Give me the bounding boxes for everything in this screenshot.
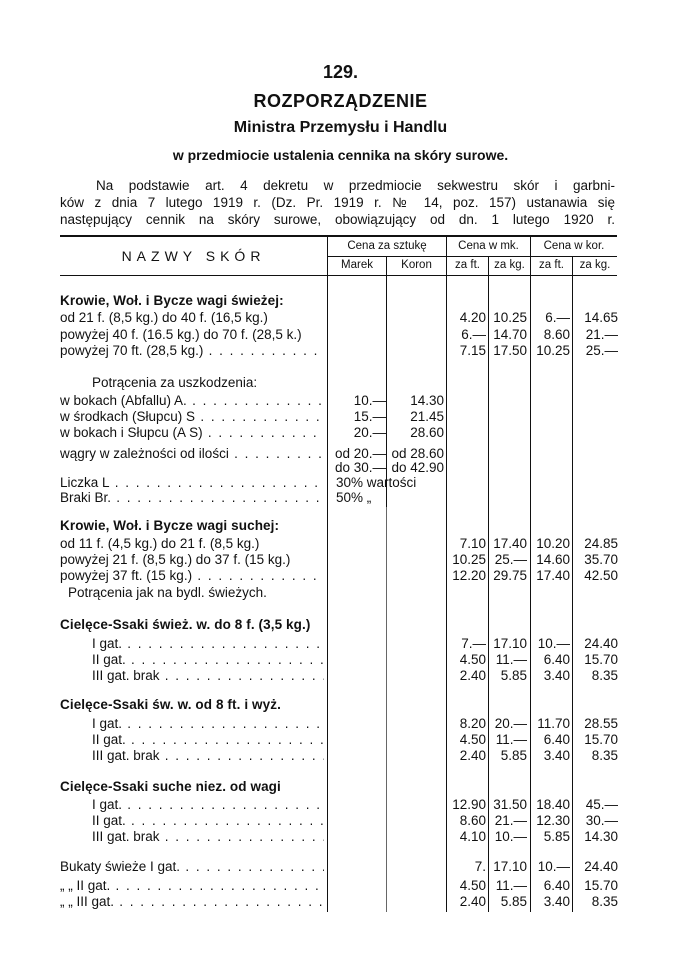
row-label: „ „ II gat. . . . (60, 878, 324, 893)
price-cell (388, 732, 444, 747)
table-row (0, 748, 681, 763)
price-cell: 35.70 (584, 552, 618, 567)
table-row (0, 343, 681, 358)
price-cell (490, 409, 527, 424)
price-cell: 7. (474, 859, 486, 874)
marek-header: Marek (341, 259, 373, 271)
price-mk-header: Cena w mk. (458, 240, 519, 252)
row-label: II gat. . . . (92, 732, 324, 747)
price-cell: 14.70 (493, 327, 527, 342)
price-cell: 8.60 (459, 813, 486, 828)
section-heading-row (0, 779, 681, 794)
price-cell: 24.85 (584, 536, 618, 551)
price-cell (388, 636, 444, 651)
price-cell (388, 716, 444, 731)
price-cell: 3.40 (543, 748, 570, 763)
price-cell: 2.40 (459, 894, 486, 909)
price-cell: 5.85 (500, 894, 527, 909)
price-cell: 11.— (495, 878, 527, 893)
price-cell: 10.— (353, 393, 386, 408)
price-cell (330, 552, 386, 567)
price-cell: 24.40 (584, 636, 618, 651)
regulation-number: 129. (322, 62, 359, 82)
table-row (0, 668, 681, 683)
price-cell (490, 446, 527, 461)
price-cell (388, 327, 444, 342)
section-heading-row (0, 293, 681, 308)
price-cell: 4.50 (459, 732, 486, 747)
price-cell: 8.35 (591, 668, 618, 683)
table-row (0, 894, 681, 909)
price-cell (574, 460, 618, 475)
table-row (0, 797, 681, 812)
price-cell: 14.30 (584, 829, 618, 844)
price-cell: 17.10 (493, 859, 527, 874)
names-column-header: NAZWY SKÓR (121, 248, 266, 264)
price-cell (448, 460, 486, 475)
price-cell: 6.40 (543, 652, 570, 667)
price-cell: 7.10 (459, 536, 486, 551)
section-heading-row (0, 697, 681, 712)
table-row (0, 475, 681, 490)
price-cell: 3.40 (543, 894, 570, 909)
row-label: Bukaty świeże I gat. . . . (60, 859, 324, 874)
intro-line-3: następujący cennik na skóry surowe, obowiązujący od dn. 1 lutego 1920 r. (60, 212, 615, 227)
table-row (0, 585, 681, 600)
price-cell: 14.60 (536, 552, 570, 567)
row-label: w środkach (Słupcu) S . . . (60, 409, 324, 424)
price-cell: 4.20 (459, 310, 486, 325)
price-cell: 8.35 (591, 894, 618, 909)
price-cell (330, 716, 386, 731)
price-cell: 10.— (537, 859, 570, 874)
price-cell (330, 797, 386, 812)
price-cell: 25.— (585, 343, 618, 358)
price-cell (330, 829, 386, 844)
price-cell: 7.15 (459, 343, 486, 358)
row-label: „ „ III gat. . . . (60, 894, 324, 909)
price-cell: 31.50 (493, 797, 527, 812)
price-cell (330, 536, 386, 551)
price-cell (388, 668, 444, 683)
row-label: I gat. . . . (92, 716, 324, 731)
row-label: Potrącenia jak na bydl. świeżych. (68, 585, 267, 600)
row-label: w bokach (Abfallu) A. . . . (60, 393, 324, 408)
price-cell: do 30.— (334, 460, 386, 475)
row-label: wągry w zależności od ilości . . . (60, 446, 324, 461)
row-label: III gat. brak . . . (92, 829, 324, 844)
price-cell (574, 446, 618, 461)
price-cell (388, 652, 444, 667)
price-cell: 11.— (495, 732, 527, 747)
price-cell (388, 859, 444, 874)
per-ft-header: za ft. (539, 259, 564, 271)
row-label: II gat. . . . (92, 813, 324, 828)
price-cell: 6.— (545, 310, 570, 325)
price-cell: od 20.— (334, 446, 386, 461)
table-row (0, 829, 681, 844)
row-label: Braki Br. . . . (60, 490, 324, 505)
price-cell (448, 425, 486, 440)
price-cell: 42.50 (584, 568, 618, 583)
intro-line-2: ków z dnia 7 lutego 1919 r. (Dz. Pr. 1919 r. № 14, poz. 157) ustanawia się (60, 195, 615, 210)
price-cell: 17.40 (493, 536, 527, 551)
price-cell (532, 409, 570, 424)
table-row (0, 568, 681, 583)
price-cell (388, 878, 444, 893)
row-label: III gat. brak . . . (92, 668, 324, 683)
table-row (0, 425, 681, 440)
price-cell (448, 393, 486, 408)
price-cell: 6.40 (543, 732, 570, 747)
price-cell: 21.— (494, 813, 527, 828)
percent-deduction: 30% wartości (336, 475, 417, 490)
price-cell: 10.25 (536, 343, 570, 358)
table-row (0, 409, 681, 424)
document-title: ROZPORZĄDZENIE (253, 91, 428, 111)
price-cell: 15.70 (584, 732, 618, 747)
price-cell (330, 859, 386, 874)
table-row (0, 859, 681, 874)
price-cell: 21.— (585, 327, 618, 342)
price-per-piece-header: Cena za sztukę (347, 240, 427, 252)
price-cell: 28.55 (584, 716, 618, 731)
document-subtitle: Ministra Przemysłu i Handlu (233, 119, 448, 136)
table-row (0, 732, 681, 747)
price-cell: 2.40 (459, 748, 486, 763)
price-cell: 17.50 (493, 343, 527, 358)
price-cell (388, 552, 444, 567)
price-cell: 10.— (494, 829, 527, 844)
price-cell: 24.40 (584, 859, 618, 874)
price-cell: 30.— (585, 813, 618, 828)
price-cell (532, 393, 570, 408)
section-heading-row (0, 518, 681, 533)
price-cell: 12.90 (452, 797, 486, 812)
price-cell: 11.70 (537, 716, 570, 731)
per-kg-header: za kg. (494, 259, 525, 271)
table-row (0, 310, 681, 325)
row-label: III gat. brak . . . (92, 748, 324, 763)
table-row (0, 536, 681, 551)
table-header-mid-rule (327, 256, 617, 257)
price-cell (388, 343, 444, 358)
price-cell (574, 393, 618, 408)
price-cell (388, 536, 444, 551)
price-cell (490, 425, 527, 440)
table-row (0, 446, 681, 461)
document-subject: w przedmiocie ustalenia cennika na skóry surowe. (172, 147, 509, 163)
price-cell: 7.— (461, 636, 486, 651)
price-cell (330, 813, 386, 828)
price-cell: 5.85 (500, 668, 527, 683)
price-cell: 11.— (495, 652, 527, 667)
price-cell (388, 829, 444, 844)
price-cell: 8.35 (591, 748, 618, 763)
price-cell: 15.70 (584, 652, 618, 667)
price-cell (388, 748, 444, 763)
table-row (0, 327, 681, 342)
price-cell: 12.20 (452, 568, 486, 583)
table-row (0, 393, 681, 408)
price-cell (330, 636, 386, 651)
row-label: od 11 f. (4,5 kg.) do 21 f. (8,5 kg.) (60, 536, 260, 551)
price-cell (448, 446, 486, 461)
price-cell: 14.30 (410, 393, 444, 408)
table-header-rule (60, 275, 617, 276)
price-cell (330, 732, 386, 747)
row-label: powyżej 40 f. (16.5 kg.) do 70 f. (28,5 k.) (60, 327, 302, 342)
price-cell: od 28.60 (391, 446, 444, 461)
price-cell (574, 425, 618, 440)
row-label: powyżej 21 f. (8,5 kg.) do 37 f. (15 kg.) (60, 552, 291, 567)
price-cell: 17.40 (536, 568, 570, 583)
price-cell (490, 460, 527, 475)
table-row (0, 460, 681, 475)
price-cell: 14.65 (584, 310, 618, 325)
table-row (0, 490, 681, 505)
row-label: powyżej 70 ft. (28,5 kg.) . . . (60, 343, 324, 358)
per-kg-header: za kg. (579, 259, 611, 271)
section-heading-row (0, 617, 681, 632)
koron-header: Koron (401, 259, 432, 271)
row-label: Liczka L . . . (60, 475, 324, 490)
price-cell (490, 393, 527, 408)
price-cell (330, 343, 386, 358)
price-cell: 10.25 (452, 552, 486, 567)
price-cell: 45.— (585, 797, 618, 812)
price-cell: 4.50 (459, 652, 486, 667)
price-cell: 6.— (461, 327, 486, 342)
price-cell (388, 310, 444, 325)
price-cell (388, 813, 444, 828)
price-cell: do 42.90 (391, 460, 444, 475)
price-cell (330, 668, 386, 683)
price-cell: 8.60 (543, 327, 570, 342)
row-label: Potrącenia za uszkodzenia: (92, 375, 258, 390)
per-ft-header: za ft. (455, 259, 480, 271)
price-cell: 15.— (353, 409, 386, 424)
price-cell (388, 568, 444, 583)
price-cell (532, 446, 570, 461)
price-cell (330, 748, 386, 763)
row-label: I gat. . . . (92, 636, 324, 651)
row-label: II gat. . . . (92, 652, 324, 667)
row-label: w bokach i Słupcu (A S) . . . (60, 425, 324, 440)
table-row (0, 813, 681, 828)
price-cell: 28.60 (410, 425, 444, 440)
table-top-rule (60, 235, 617, 237)
price-cell: 17.10 (493, 636, 527, 651)
price-cell: 20.— (494, 716, 527, 731)
price-cell: 4.10 (459, 829, 486, 844)
table-row (0, 552, 681, 567)
price-cell (532, 425, 570, 440)
percent-deduction: 50% „ (336, 490, 372, 505)
price-kor-header: Cena w kor. (543, 240, 605, 252)
price-cell: 8.20 (459, 716, 486, 731)
price-cell (388, 894, 444, 909)
price-cell (330, 652, 386, 667)
price-cell (330, 894, 386, 909)
price-cell: 12.30 (536, 813, 570, 828)
row-label: powyżej 37 ft. (15 kg.) . . . (60, 568, 324, 583)
price-cell: 5.85 (543, 829, 570, 844)
price-cell: 5.85 (500, 748, 527, 763)
price-cell: 6.40 (543, 878, 570, 893)
row-label: od 21 f. (8,5 kg.) do 40 f. (16,5 kg.) (60, 310, 268, 325)
price-cell: 4.50 (459, 878, 486, 893)
price-cell (532, 460, 570, 475)
section-heading: Cielęce-Ssaki suche niez. od wagi (60, 779, 281, 794)
table-row (0, 716, 681, 731)
price-cell (330, 878, 386, 893)
price-cell (388, 797, 444, 812)
price-cell (330, 327, 386, 342)
price-cell: 10.25 (493, 310, 527, 325)
price-cell: 29.75 (493, 568, 527, 583)
price-cell (574, 409, 618, 424)
table-row (0, 636, 681, 651)
price-cell: 21.45 (410, 409, 444, 424)
price-cell (448, 409, 486, 424)
price-cell (330, 568, 386, 583)
section-heading: Cielęce-Ssaki św. w. od 8 ft. i wyż. (60, 697, 281, 712)
price-cell: 20.— (353, 425, 386, 440)
price-cell: 10.— (537, 636, 570, 651)
price-cell: 10.20 (536, 536, 570, 551)
section-heading: Krowie, Woł. i Bycze wagi suchej: (60, 518, 280, 533)
price-cell: 25.— (494, 552, 527, 567)
price-cell: 2.40 (459, 668, 486, 683)
price-cell: 18.40 (536, 797, 570, 812)
table-row (0, 652, 681, 667)
section-heading: Krowie, Woł. i Bycze wagi świeżej: (60, 293, 284, 308)
price-cell: 3.40 (543, 668, 570, 683)
table-row (0, 375, 681, 390)
price-cell (330, 310, 386, 325)
row-label: I gat. . . . (92, 797, 324, 812)
table-row (0, 878, 681, 893)
price-cell: 15.70 (584, 878, 618, 893)
intro-line-1: Na podstawie art. 4 dekretu w przedmiocie sekwestru skór i garbni- (96, 178, 615, 193)
section-heading: Cielęce-Ssaki śwież. w. do 8 f. (3,5 kg.) (60, 617, 311, 632)
